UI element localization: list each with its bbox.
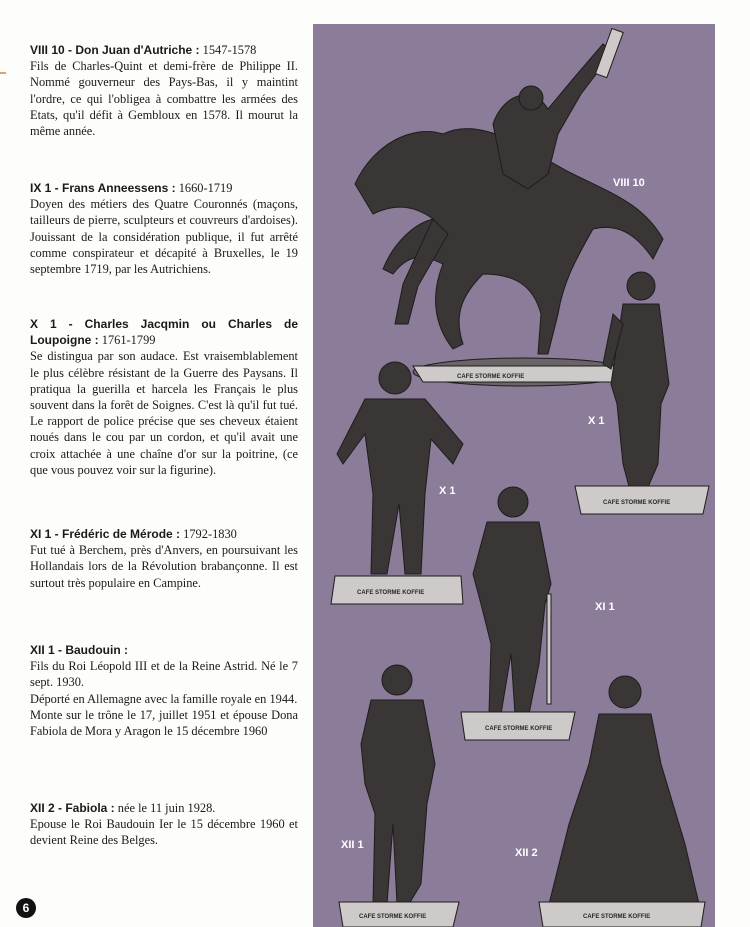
entry-text: Doyen des métiers des Quatre Couronnés (maçons, tailleurs de pierre, sculpteurs et couvreurs d'ardoises). Jouissant de la considération publique, il fut arrêté comme conspirateur et décapité à Bruxelles, le 19 septembre 1719, par les Autrichiens. <box>30 197 298 277</box>
entry-heading: XII 2 - Fabiola : <box>30 801 115 815</box>
figure-label: XI 1 <box>595 601 615 613</box>
entry-text: Fils de Charles-Quint et demi-frère de Philippe II. Nommé gouverneur des Pays-Bas, il y maintint l'ordre, ce qui l'obligea à combattre les armées des Etats, qu'il défit à Gembloux en 1578. Il mourut la même année. <box>30 59 298 139</box>
figurine-don-juan <box>355 28 663 354</box>
figure-label: X 1 <box>588 415 605 427</box>
entry-text: Fut tué à Berchem, près d'Anvers, en poursuivant les Hollandais lors de la Révolution brabançonne. Il est surtout très populaire en Campine. <box>30 543 298 590</box>
entry-text: Se distingua par son audace. Est vraisemblablement le plus célèbre résistant de la Guerre des Paysans. Il pratiqua la guerilla et harcela les Français le plus souvent dans la forêt de Soignes. C'est là qu'il fut tué. Le rapport de police précise que ses cheveux étaient noués dans le cou par un cordon, et qu'il avait une croix attachée à une chaîne d'or sur la poitrine, (ce que vous pouvez voir sur la figurine). <box>30 349 298 477</box>
figurine-x1-right <box>603 272 669 494</box>
figure-label: XII 2 <box>515 847 538 859</box>
entry-text: Epouse le Roi Baudouin Ier le 15 décembre 1960 et devient Reine des Belges. <box>30 817 298 848</box>
base-label: CAFE STORME KOFFIE <box>603 500 671 506</box>
entry-heading: XI 1 - Frédéric de Mérode : <box>30 527 181 541</box>
base-label: CAFE STORME KOFFIE <box>457 374 525 380</box>
entry-text: Monte sur le trône le 17, juillet 1951 et épouse Dona Fabiola de Mora y Aragon le 15 décembre 1960 <box>30 707 298 739</box>
figure-label: XII 1 <box>341 839 364 851</box>
entry-dates: 1660-1719 <box>178 181 233 195</box>
entry-baudouin <box>30 642 298 739</box>
entry-heading: X 1 - Charles Jacqmin ou Charles de Loupoigne : <box>30 317 298 348</box>
entry-heading: IX 1 - Frans Anneessens : <box>30 181 176 195</box>
base-label: CAFE STORME KOFFIE <box>359 914 427 920</box>
entry-merode <box>30 526 298 591</box>
entry-jacqmin <box>30 316 298 478</box>
margin-mark <box>0 72 6 74</box>
figurine-xii1 <box>361 665 435 904</box>
entry-dates: née le 11 juin 1928. <box>117 801 216 815</box>
base-label: CAFE STORME KOFFIE <box>485 726 553 732</box>
figurines-photo <box>313 24 715 927</box>
entry-fabiola <box>30 800 298 849</box>
entry-don-juan <box>30 42 298 139</box>
entry-anneessens <box>30 180 298 277</box>
figurine-xii2 <box>549 676 699 904</box>
figurine-x1-left <box>337 362 463 574</box>
entry-text: Fils du Roi Léopold III et de la Reine Astrid. Né le 7 sept. 1930. <box>30 659 298 690</box>
figurine-xi1 <box>473 487 551 714</box>
figure-label: X 1 <box>439 485 456 497</box>
figure-label: VIII 10 <box>613 177 645 189</box>
entry-dates: 1761-1799 <box>101 333 156 348</box>
entry-dates: 1792-1830 <box>183 527 237 541</box>
page-number: 6 <box>16 898 36 918</box>
base-label: CAFE STORME KOFFIE <box>583 914 651 920</box>
entry-heading: XII 1 - Baudouin : <box>30 643 128 657</box>
base-label: CAFE STORME KOFFIE <box>357 590 425 596</box>
entry-dates: 1547-1578 <box>202 43 257 57</box>
entry-text: Déporté en Allemagne avec la famille royale en 1944. <box>30 691 298 706</box>
entry-heading: VIII 10 - Don Juan d'Autriche : <box>30 43 200 57</box>
